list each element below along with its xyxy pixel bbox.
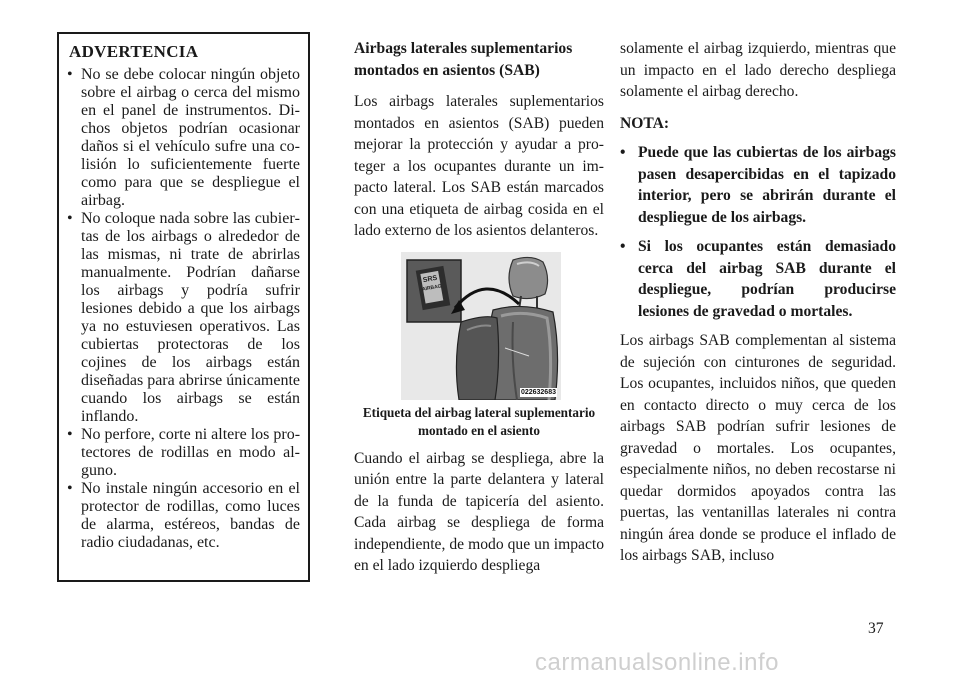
note-item xyxy=(620,236,896,322)
section-heading: Airbags laterales suplementarios montados en asientos (SAB) xyxy=(354,40,573,79)
seat-illustration xyxy=(401,252,561,400)
notes-list xyxy=(620,142,896,322)
warning-item xyxy=(67,426,300,480)
seat-airbag-figure xyxy=(401,252,561,400)
figure-label-airbag: AIRBAG xyxy=(421,282,443,293)
warning-item xyxy=(67,210,300,426)
note-item xyxy=(620,142,896,228)
warning-item xyxy=(67,480,300,552)
warning-list xyxy=(67,66,300,552)
watermark: carmanualsonline.info xyxy=(535,649,779,676)
figure-caption: Etiqueta del airbag lateral suplementario montado en el asiento xyxy=(362,404,596,438)
warning-item-text: No coloque nada sobre las cubiertas de los airbags o alrededor de las mismas, ni trate de abrirlas manualmente. Podrían dañarse los airbags y podría sufrir lesiones debido a que los airbags ya no estuviesen operativos. Las cubiertas protectoras de los cojines de los airbags están diseñadas para abrirse únicamente cuando los airbags se están inflando. xyxy=(81,210,301,425)
warning-item-text: No instale ningún accesorio en el protector de rodillas, como luces de alarma, estéreos, bandas de radio ciudadanas, etc. xyxy=(81,480,300,551)
warning-box xyxy=(57,32,310,582)
paragraph: Los airbags laterales suplementarios montados en asientos (SAB) pueden mejorar la protección y ayudar a proteger a los ocupantes durante un impacto lateral. Los SAB están marcados con una etiqueta de airbag cosida en el lado externo de los asientos delanteros. xyxy=(354,93,604,239)
middle-column xyxy=(354,38,604,577)
bullet: • xyxy=(67,66,73,83)
nota-label: NOTA: xyxy=(620,114,670,132)
page-number: 37 xyxy=(868,620,884,637)
bullet: • xyxy=(67,480,73,497)
figure-code: 022632683 xyxy=(520,388,556,396)
figure-label-srs: SRS xyxy=(422,274,438,284)
paragraph: solamente el airbag izquierdo, mientras que un impacto en el lado derecho despliega solamente el airbag derecho. xyxy=(620,40,896,100)
warning-title: ADVERTENCIA xyxy=(69,42,199,61)
warning-item xyxy=(67,66,300,210)
bullet: • xyxy=(67,426,73,443)
right-column xyxy=(620,38,896,567)
bullet: • xyxy=(620,144,626,161)
paragraph: Cuando el airbag se despliega, abre la unión entre la parte delantera y lateral de la funda de tapicería del asiento. Cada airbag se despliega de forma independiente, de modo que un impacto en el lado izquierdo despliega xyxy=(354,449,604,574)
paragraph: Los airbags SAB complementan al sistema de sujeción con cinturones de seguridad. Los ocupantes, incluidos niños, que queden en contacto directo o muy cerca de los airbags SAB podrían sufrir lesiones de gravedad o mortales. Los ocupantes, especialmente niños, no deben recostarse ni quedar dormidos apoyados contra las puertas, las ventanillas laterales ni contra ningún área donde se produce el inflado de los airbags SAB, incluso xyxy=(620,332,896,564)
note-item-text: Puede que las cubiertas de los airbags pasen desapercibidas en el tapizado interior, pero se abrirán durante el despliegue de los airbags. xyxy=(638,144,896,226)
bullet: • xyxy=(67,210,73,227)
warning-item-text: No perfore, corte ni altere los protectores de rodillas en modo alguno. xyxy=(81,426,301,479)
warning-item-text: No se debe colocar ningún objeto sobre el airbag o cerca del mismo en el panel de instrumentos. Dichos objetos podrían ocasionar daños si el vehículo sufre una colisión lo suficientemente fuerte como para que se despliegue el airbag. xyxy=(81,66,300,209)
bullet: • xyxy=(620,238,626,255)
note-item-text: Si los ocupantes están demasiado cerca del airbag SAB durante el despliegue, podrían producirse lesiones de gravedad o mortales. xyxy=(638,238,896,320)
